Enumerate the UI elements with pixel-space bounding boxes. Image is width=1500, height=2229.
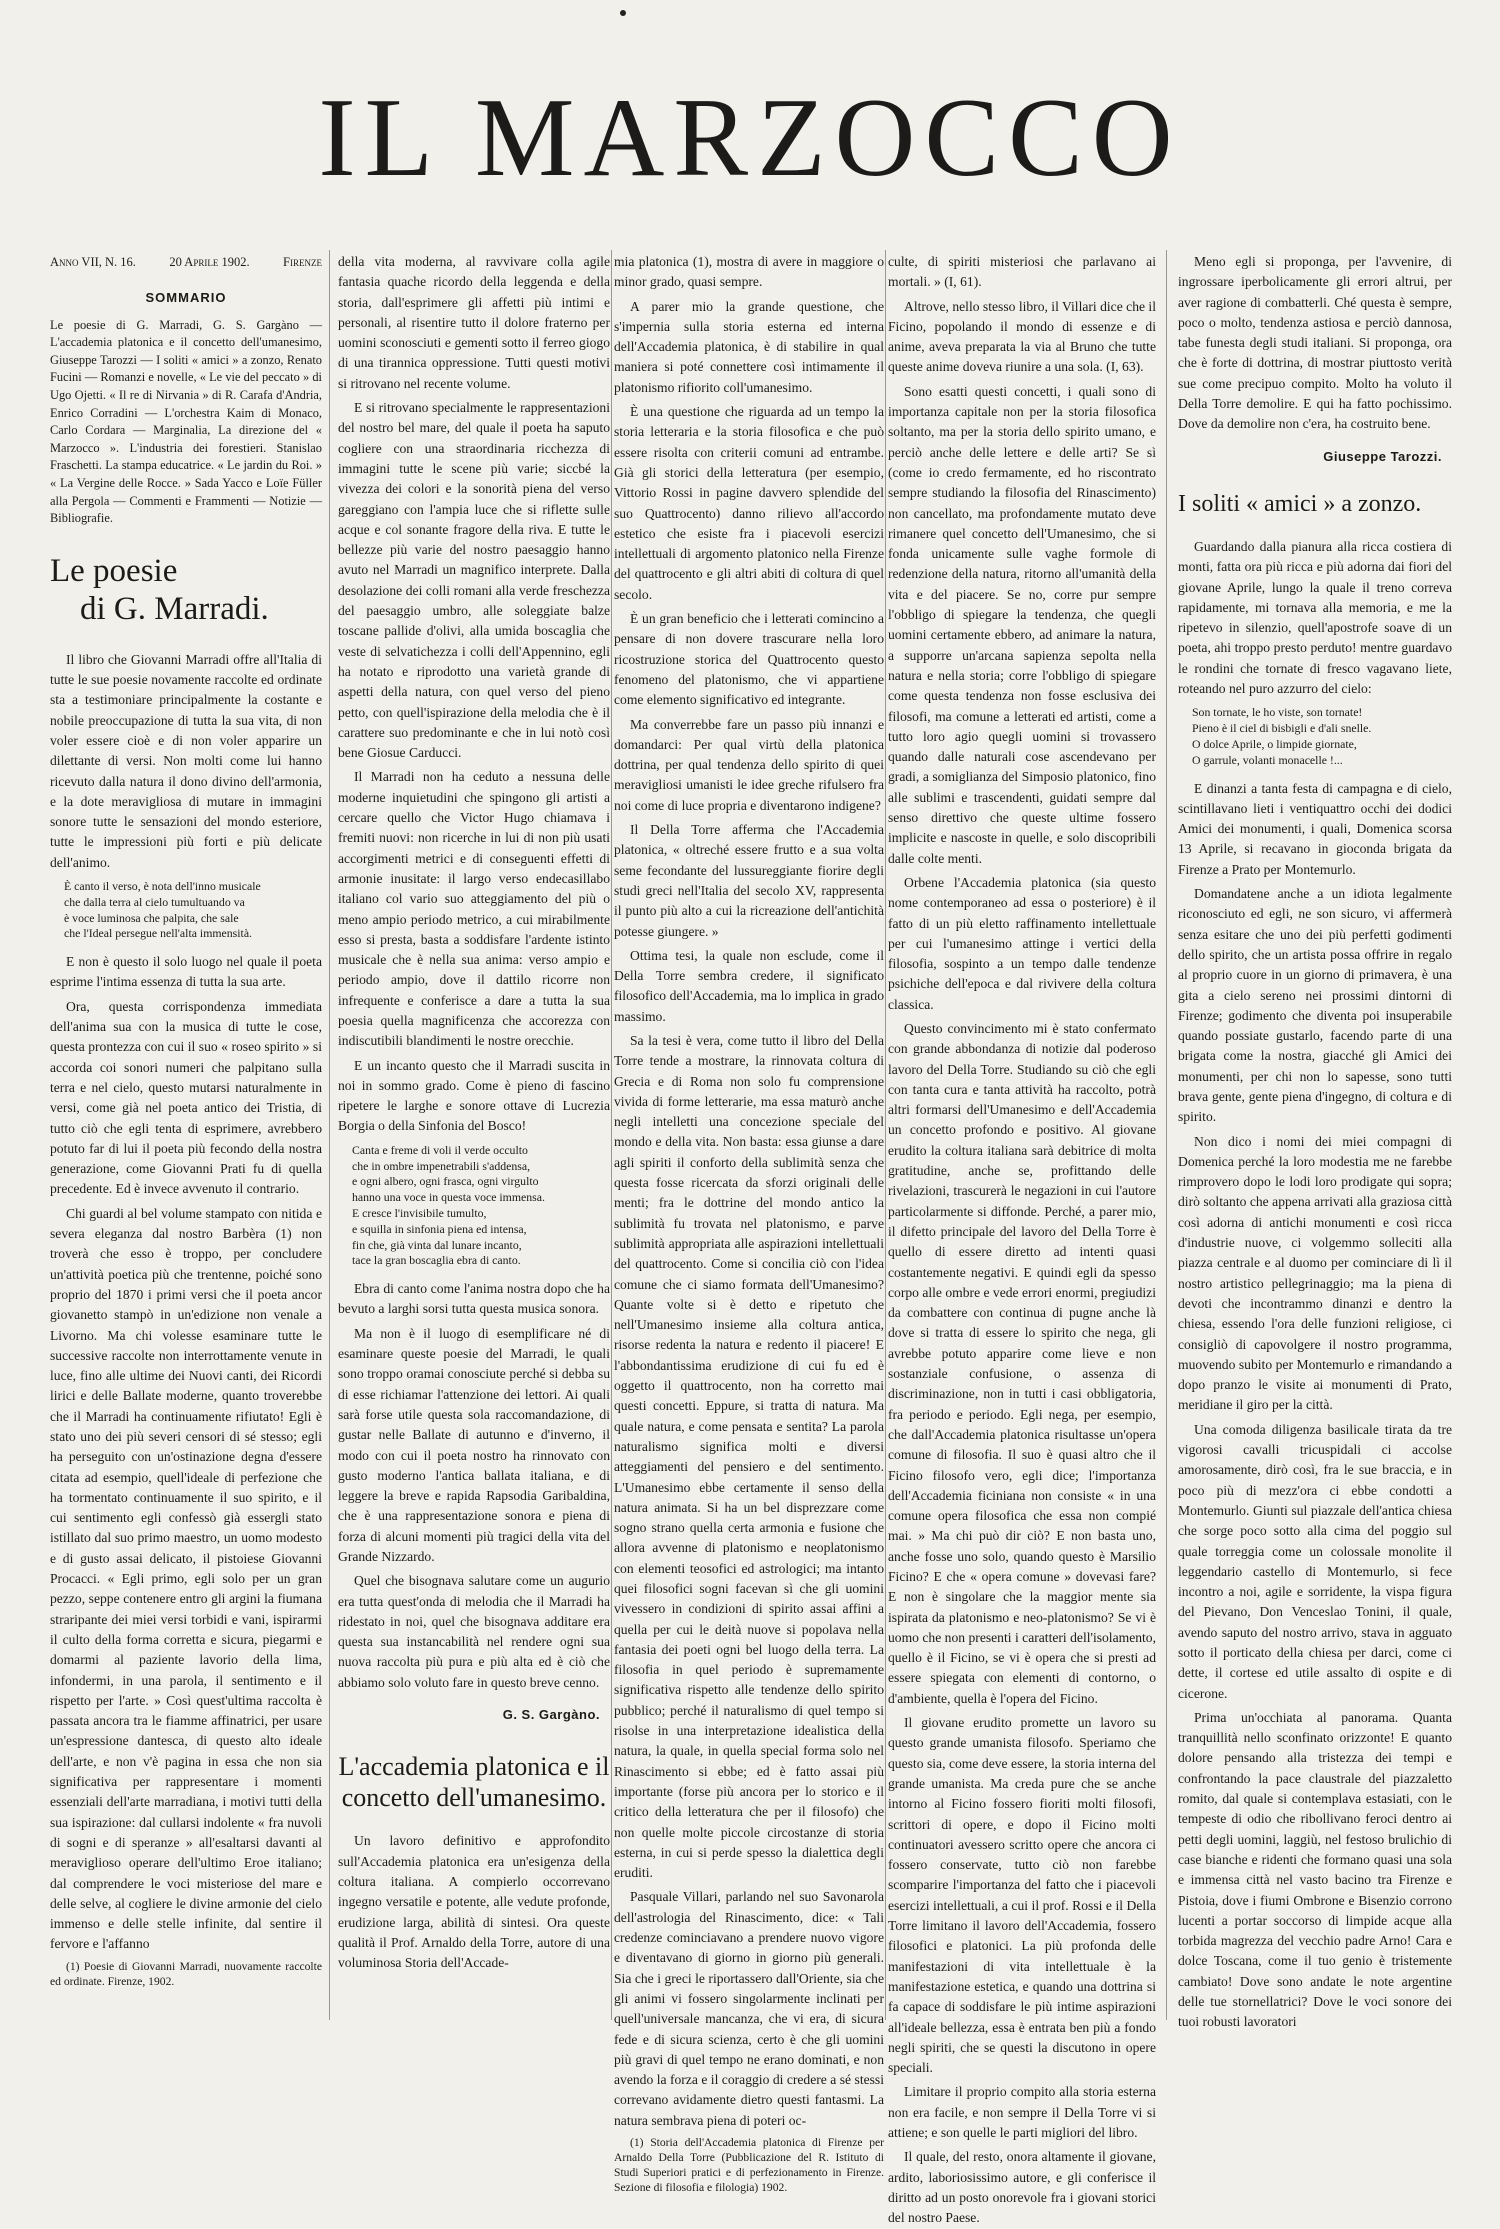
issue-place: Firenze bbox=[283, 255, 322, 269]
paragraph: Prima un'occhiata al panorama. Quanta tranquillità nello sconfinato orizzonte! E quanto dolore pensando alla tristezza dei tempi e confrontando la pace claustrale del piazzaletto romito, dal quale si contemplava estasiati, con le tempeste di odio che ribollivano feroci dentro ai petti degli uomini, laggiù, nel festoso brulichio di case bianche e ridenti che formano quasi una sola e immensa città nel vasto bacino tra Firenze e Pistoia, dove i fiumi Ombrone e Bisenzio corrono lucenti a portar soccorso di limpide acque alla torbida magrezza del vecchio padre Arno! Cara e dolce Toscana, come il tuo genio è tristemente cambiato! Dove sono andate le note argentine delle tue stornellatrici? Dove le voci sonore dei tuoi robusti lavoratori bbox=[1178, 1709, 1452, 2030]
paragraph: E si ritrovano specialmente le rappresentazioni del nostro bel mare, del quale il poeta ha saputo cogliere con una straordinaria ricchezza di immagini tutte le scene più varie; siccbé la vivezza dei colori e la sonorità piena del verso gareggiano con l'ampia luce che si riflette sulle acque e col sonante fragore della riva. E tutte le bellezze più varie del nostro paesaggio hanno avuto nel Marradi un magnifico interprete. Dalla desolazione dei colli romani alla verde freschezza del paesaggio umbro, alle soleggiate balze toscane pallide d'olivi, alla umida boscaglia che veste di selvatichezza i colli dell'Appennino, egli ha notato e riprodotto una varietà grande di aspetti della natura, con quel verso del pieno petto, con quell'ispirazione della melodia che è il carattere suo predominante e che in lui notò così bene Giosue Carducci. bbox=[338, 400, 610, 761]
column-rule bbox=[885, 250, 886, 2020]
column-rule bbox=[611, 250, 612, 2020]
sommario-heading: SOMMARIO bbox=[145, 290, 227, 306]
paragraph: Ma non è il luogo di esemplificare né di esaminare queste poesie del Marradi, le quali sono troppo oramai conosciute perché si debba su di esse richiamar l'attenzione dei lettori. Ai quali sarà forse utile questa sola raccomandazione, di gustar nelle Ballate di autunno e d'inverno, il modo con cui il poeta nostro ha rinnovato con gusto moderno l'antica ballata italiana, e di leggere la breve e rapida Rapsodia Garibaldina, che è una rappresentazione sonora e piena di forza di alcuni momenti più tragici della vita del Grande Nizzardo. bbox=[338, 1325, 610, 1564]
paragraph: A parer mio la grande questione, che s'impernia sulla storia esterna ed interna dell'Accademia platonica, è di stabilire in qual maniera si poté connettere così intimamente il platonismo rifiorito coll'umanesimo. bbox=[614, 298, 884, 395]
verse-line: È canto il verso, è nota dell'inno musicale bbox=[64, 878, 261, 893]
verse-line: hanno una voce in questa voce immensa. bbox=[352, 1190, 545, 1205]
verse-line: O garrule, volanti monacelle !... bbox=[1192, 752, 1343, 767]
paragraph: culte, di spiriti misteriosi che parlavano ai mortali. » (I, 61). bbox=[888, 254, 1156, 290]
verse-line: e squilla in sinfonia piena ed intensa, bbox=[352, 1221, 527, 1236]
verse-line: e ogni albero, ogni frasca, ogni virgulto bbox=[352, 1174, 539, 1189]
verse-line: Son tornate, le ho viste, son tornate! bbox=[1192, 705, 1363, 720]
marradi-title-line-2: di G. Marradi. bbox=[80, 590, 269, 627]
verse-line: è voce luminosa che palpita, che sale bbox=[64, 910, 239, 925]
column-2 bbox=[338, 252, 610, 2012]
paragraph: Ora, questa corrispondenza immediata dell'anima sua con la musica di tutte le cose, questa prontezza con cui il suo « roseo spirito » si accorda coi sonori numeri che palpitano sulla terra e nel cielo, questo mutarsi naturalmente in versi, come già nel poeta antico dei Tristia, di tutto ciò che egli tenta di esprimere, avrebbero potuto far di lui il poeta più fecondo della nostra generazione, come Giovanni Prati fu di quella precedente. Ed è invece avvenuto il contrario. bbox=[50, 998, 322, 1197]
marradi-title bbox=[50, 552, 322, 628]
verse-line: che l'Ideal persegue nell'alta immensità. bbox=[64, 926, 253, 941]
marradi-title-line-1: Le poesie bbox=[50, 552, 178, 589]
paragraph: Limitare il proprio compito alla storia esterna non era facile, e non sempre il Della Torre vi si attiene; e son quelle le parti migliori del libro. bbox=[888, 2084, 1156, 2141]
issue-line bbox=[50, 252, 322, 272]
paragraph: Una comoda diligenza basilicale tirata da tre vigorosi cavalli tricuspidali ci accolse amorosamente, dirò così, fra le sue braccia, e in poco più di mezz'ora ci ebbe condotti a Montemurlo. Giunti sul piazzale dell'antica chiesa che sorge poco sotto alla cima del poggio sul quale torreggia come un colossale monolite il leggendario castello di Montemurlo, si fece incontro a noi, agile e sorridente, la vispa figura del Pievano, Don Venceslao Tonini, il quale, avendo saputo del nostro arrivo, stava in agguato sotto il porticato della chiesa per darci, come ci dette, il cortese ed utile assalto di ospite e di cicerone. bbox=[1178, 1421, 1452, 1701]
footnote: (1) Poesie di Giovanni Marradi, nuovamente raccolte ed ordinate. Firenze, 1902. bbox=[50, 1959, 322, 1988]
paragraph: Orbene l'Accademia platonica (sia questo nome contemporaneo ad essa o posteriore) è il fatto di un più eletto raffinamento intellettuale per cui l'umanesimo attinge i vertici della filosofia, sospinto a un tempo dalle tendenze psichiche dell'epoca e dal rivivere della coltura classica. bbox=[888, 874, 1156, 1012]
paragraph: Ebra di canto come l'anima nostra dopo che ha bevuto a larghi sorsi tutta questa musica sonora. bbox=[338, 1281, 610, 1317]
paragraph: Domandatene anche a un idiota legalmente riconosciuto ed egli, ne son sicuro, vi affermerà senza esitare che uno dei più perfetti godimenti dello spirito, che un artista possa offrire in regalo al proprio cuore in un giorno di primavera, è una gita a cielo sereno nei prossimi dintorni di Firenze; godimento che diventa poi insuperabile quando possiate gustarlo, facendo parte di una brigata come la nostra, giacché gli Amici dei monumenti, per chi non lo sapesse, sono tutti brava gente, gente piena d'ingegno, di coltura e di spirito. bbox=[1178, 886, 1452, 1125]
paragraph: Il Della Torre afferma che l'Accademia platonica, « oltreché essere frutto e a sua volta seme fecondante del lussureggiante fiorire degli studi greci nell'Italia del secolo XV, rappresenta il punto più alto a cui la ricreazione dell'antichità potesse giungere. » bbox=[614, 822, 884, 939]
column-4 bbox=[888, 252, 1156, 2226]
verse-quote bbox=[1192, 705, 1452, 768]
verse-line: fin che, già vinta dal lunare incanto, bbox=[352, 1237, 522, 1252]
column-1 bbox=[50, 252, 322, 2012]
column-3 bbox=[614, 252, 884, 2195]
paragraph: È un gran beneficio che i letterati comincino a pensare di non dovere trascurare nella loro ricostruzione storica del Quattrocento questo fenomeno del platonismo, che vi appartiene come elemento significativo ed integrante. bbox=[614, 611, 884, 708]
paragraph: Meno egli si proponga, per l'avvenire, di ingrossare iperbolicamente gli errori altrui, per aver ragione di combatterli. Ché questa è sempre, poco o molto, tendenza astiosa e perciò dannosa, tabe funesta degli studi italiani. Si proponga, ora che è forte di dottrina, di mostrar piuttosto verità sue come precipuo compito. Molto ha voluto il Della Torre demolire. E qui ha fatto pochissimo. Dove da demolire non c'era, ha costruito bene. bbox=[1178, 254, 1452, 432]
column-rule bbox=[1166, 250, 1167, 2020]
paragraph: E un incanto questo che il Marradi suscita in noi in sommo grado. Come è pieno di fascino ripetere le larghe e sonore ottave di Lucrezia Borgia o della Sinfonia del Bosco! bbox=[338, 1057, 610, 1134]
footnote: (1) Storia dell'Accademia platonica di Firenze per Arnaldo Della Torre (Pubblicazione del R. Istituto di Studi Superiori pratici e di perfezionamento in Firenze. Sezione di filosofia e filologia) 1902. bbox=[614, 2136, 884, 2195]
print-mark bbox=[620, 10, 626, 16]
paragraph: Quel che bisognava salutare come un augurio era tutta quest'onda di melodia che il Marradi ha ridestato in noi, quel che bisognava additare era questa sua instancabilità nel rendere ogni sua nuova raccolta più pura e più alta ed è ciò che abbiamo solo voluto fare in questo breve cenno. bbox=[338, 1573, 610, 1690]
verse-line: O dolce Aprile, o limpide giornate, bbox=[1192, 736, 1357, 751]
paragraph: Sono esatti questi concetti, i quali sono di importanza capitale non per la storia filosofica soltanto, ma per la storia dello spirito umano, e perciò anche delle lettere e delle arti? Se sì (come io credo fermamente, ed ho riscontrato sempre studiando la filosofia del Rinascimento) non cancellato, ma profondamente mutato deve rimanere quel concetto dell'Umanesimo, che si fonda unicamente sulle vaghe formole di redenzione della natura, ritorno all'umanità della vita e del piacere. Se no, corre pur sempre l'obbligo di spiegare la tendenza, che quegli uomini certamente ebbero, ad animare la natura, a supporre un'arcana sapienza sepolta nella natura e nella storia; corre l'obbligo di spiegare come questa tendenza non fosse esclusiva dei filosofi, ma comune a letterati ed artisti, come a tutto loro agio quegli uomini si trovassero quando dalle naturali cose ascendevano per gradi, a somiglianza del Simposio platonico, fino alle sublimi e trascendenti, guidati sempre dal senso direttivo che queste ultime fossero implicite e nascoste in quelle, e solo discopribili dalle colte menti. bbox=[888, 383, 1156, 866]
paragraph: Il giovane erudito promette un lavoro su questo grande umanista filosofo. Speriamo che questo sia, come deve essere, la storia interna del grande umanista. Ma creda pure che se anche intorno al Ficino fossero fioriti molti filosofi, scrittori di opere, e dopo il Ficino molti continuatori avessero scritto opere che ancora ci fossero conservate, tutto ciò non farebbe scomparire l'importanza del fatto che i piacevoli esercizi intellettuali, a cui il prof. Rossi e il Della Torre limitano il lavoro dell'Accademia, fossero filosofici e platonici. La più profonda delle manifestazioni di vita intellettuale è la manifestazione estetica, e quando una dottrina si fa capace di soddisfare le più intime aspirazioni all'ideale bellezza, essa è entrata ben più a fondo negli spiriti, che se questi la discutono in opere speciali. bbox=[888, 1715, 1156, 2076]
paragraph: Il quale, del resto, onora altamente il giovane, ardito, laboriosissimo autore, e gli conferisce il diritto ad un posto onorevole fra i giovani storici del nostro Paese. bbox=[888, 2149, 1156, 2226]
marradi-signature: G. S. Gargàno. bbox=[502, 1707, 600, 1723]
verse-line: E cresce l'invisibile tumulto, bbox=[352, 1205, 487, 1220]
issue-number: Anno VII, N. 16. bbox=[50, 255, 136, 269]
paragraph: mia platonica (1), mostra di avere in maggiore o minor grado, quasi sempre. bbox=[614, 254, 884, 290]
amici-title: I soliti « amici » a zonzo. bbox=[1178, 490, 1422, 517]
column-rule bbox=[329, 250, 330, 2020]
verse-line: tace la gran boscaglia ebra di canto. bbox=[352, 1253, 521, 1268]
paragraph: Ma converrebbe fare un passo più innanzi e domandarci: Per qual virtù della platonica dottrina, per qual tendenza dello spirito di quei meravigliosi umanisti le idee greche rifulsero fra noi come di luce propria e diventarono indigene? bbox=[614, 716, 884, 813]
sommario-text: Le poesie di G. Marradi, G. S. Gargàno — L'accademia platonica e il concetto dell'umanesimo, Giuseppe Tarozzi — I soliti « amici » a zonzo, Renato Fucini — Romanzi e novelle, « Le vie del peccato » di Ugo Ojetti. « Il re di Nirvania » di R. Carafa d'Andria, Enrico Corradini — L'orchestra Kaim di Monaco, Carlo Cordara — Marginalia, La direzione del « Marzocco ». L'industria dei forestieri. Stanislao Fraschetti. La stampa educatrice. « Le jardin du Roi. » « La Vergine delle Rocce. » Sada Yacco e Loïe Füller alla Pergola — Commenti e Frammenti — Notizie — Bibliografie. bbox=[50, 317, 322, 526]
verse-quote bbox=[64, 879, 322, 942]
verse-line: Canta e freme di voli il verde occulto bbox=[352, 1142, 528, 1157]
verse-quote bbox=[352, 1143, 610, 1269]
accademia-title: L'accademia platonica e il concetto dell'umanesimo. bbox=[338, 1752, 610, 1813]
paragraph: Chi guardi al bel volume stampato con nitida e severa eleganza dal nostro Barbèra (1) non troverà che esso è troppo, per concludere un'attività poetica più che trentenne, poiché sono proprio del 1870 i primi versi che il poeta ancor giovanetto stampò in un'edizione non venale a Livorno. Ma chi volesse esaminare tutte le successive raccolte non interrottamente venute in luce, fino alle ultime dei Nuovi canti, dei Ricordi lirici e delle Ballate moderne, quanto troverebbe che il Marradi ha continuamente rifiutato! Egli è stato uno dei più severi censori di sé stesso; egli ha perseguito con un'ostinazione degna d'essere citata ad esempio, quell'ideale di perfezione che ha tormentato continuamente il suo spirito, e il cui sentimento egli confessò già essergli stato istillato dal suo primo maestro, un uomo modesto e di gusto assai delicato, il pistoiese Giovanni Procacci. « Egli primo, egli solo per un gran pezzo, seppe contenere entro gli argini la fiumana straripante dei miei versi torbidi e vani, ispirarmi il culto della forma corretta e sicura, piegarmi e domarmi al paziente lavorio della lima, infondermi, in una parola, il sentimento e il rispetto per l'arte. » Così quest'ultima raccolta è passata ancora tra le fiamme affinatrici, per usare un'espressione dantesca, di questo alto ideale dell'arte, e non v'è pagina in essa che non sia significativa per rappresentare i momenti essenziali dell'arte marradiana, i motivi tutti della sua ispirazione: dal cullarsi indolente « fra nuvoli di sogni e di speranze » all'esaltarsi davanti al meraviglioso operare dell'ultimo Eroe italiano; dal comprendere le voci misteriose del mare e delle selve, al cogliere le divine armonie del cielo immenso e delle stelle infinite, dal sentire il fervore e l'affanno bbox=[50, 1205, 322, 1952]
paragraph: Il Marradi non ha ceduto a nessuna delle moderne inquietudini che spingono gli artisti a cercare quello che Victor Hugo chiamava i fremiti nuovi: non ricerche in lui di non più usati accorgimenti metrici e di conseguenti effetti di armonie inusitate: il largo verso endecasillabo italiano col vario suo atteggiamento del più o meno ampio periodo metrico, a cui mirabilmente esso si presta, basta a soddisfare l'ardente istinto musicale che è nella sua anima: verso ampio e periodo ampio, dove il dattilo ricorre non infrequente e conferisce a dare a tutta la sua poesia quella magnificenza che accorezza con indiscutibili blandimenti le nostre orecchie. bbox=[338, 769, 610, 1049]
paragraph: Questo convincimento mi è stato confermato con grande abbondanza di notizie dal poderoso lavoro del Della Torre. Studiando su ciò che egli con tanta cura e tanta attività ha raccolto, potrà altri formarsi dell'Umanesimo e dell'Accademia un concetto profondo e positivo. Al giovane erudito la coltura italiana sarà debitrice di molta gratitudine, anche se, profittando delle rivelazioni, trascurerà le negazioni in cui l'autore particolarmente si diffonde. Perché, a parer mio, il difetto principale del lavoro del Della Torre è quello di essere diretto ad intenti quasi costantemente negativi. E quindi egli da spesso corpo alle ombre e vede errori enormi, pregiudizi da combattere con continua di pugne anche là dove si tratta di essere lo spirito che nega, gli avrebbe potuto apparire come lieve e non sostanziale confusione, o assenza di discriminazione, non in tutti i casi obbligatoria, fra periodo e periodo. Egli nega, per esempio, che dall'Accademia platonica risultasse un'opera comune di filosofia. Il suo è quasi altro che il Ficino filosofo vero, egli dice; l'importanza dell'Accademia ficiniana non consiste « in una comune opera filosofica che essa non compié mai. » Ma chi può dir ciò? E non basta uno, anche fosse uno solo, quando questo è Marsilio Ficino? E che « opera comune » dovevasi fare? E non è singolare che la maggior mente sia ispirata da platonismo e neo-platonismo? Se vi è uomo che non presenti i caratteri dell'isolamento, quello è il Ficino, se vi è opera che si presti ad essere spiegata con elementi di contorno, o d'ambiente, quella è l'opera del Ficino. bbox=[888, 1020, 1156, 1706]
paragraph: E dinanzi a tanta festa di campagna e di cielo, scintillavano lieti i ventiquattro occhi dei dodici Amici dei monumenti, i quali, Domenica scorsa 13 Aprile, si recavano in gioconda brigata da Firenze a Prato per Montemurlo. bbox=[1178, 780, 1452, 877]
verse-line: che dalla terra al cielo tumultuando va bbox=[64, 894, 245, 909]
paragraph: Sa la tesi è vera, come tutto il libro del Della Torre tende a mostrare, la rinnovata coltura di Grecia e di Roma non solo fu comprensione vivida di forme letterarie, ma essa maturò anche negli intelletti una concezione speciale del mondo e della vita. Non basta: essa giunse a dare agli spiriti il conforto della sublimità senza che questa fosse ricercata da sforzi originali delle menti; fra le dottrine del mondo antico la sublimità fu trovata nel platonismo, e parve sublimità appropriata alle aspirazioni intellettuali del quattrocento. Come si concilia ciò con l'idea comune che ci siamo formata dell'Umanesimo? Quante volte si è detto e ripetuto che nell'Umanesimo insieme alla coltura antica, risorse redenta la natura e redento il piacere! E l'abbondantissima erudizione di cui fu ed è oggetto il quattrocento, non ha corretto mai questi concetti. Eppure, si tratta di natura. Ma quale natura, e come pensata e sentita? La parola naturalismo significa molti e diversi atteggiamenti del pensiero e del sentimento. L'Umanesimo ebbe certamente il senso della natura animata. Si ha un bel disprezzare come sogno strano quella certa armonia e fusione che allora avvenne di platonismo e neoplatonismo con elementi teosofici ed astrologici; ma intanto quei filosofici sogni facevan sì che gli uomini vivessero in condizioni di spirito assai affini a quella per cui le deità nuove si popolava nella fantasia dei poeti ogni bel luogo della terra. La filosofia in quel periodo è supremamente significativa rispetto alle tendenze dello spirito pubblico; perché il naturalismo di quel tempo si risolse in una interpretazione idealistica della natura, la quale, in quella special forma solo nel Rinascimento si ebbe; ed è fatto assai più importante (forse più ancora per lo storico e il critico della letteratura che per il filosofo) che non quelle molte piccole circostanze di storia esterna, in cui si perde spesso la dialettica degli eruditi. bbox=[614, 1032, 884, 1881]
paragraph: Ottima tesi, la quale non esclude, come il Della Torre sembra credere, il significato filosofico dell'Accademia, ma lo implica in grado massimo. bbox=[614, 947, 884, 1024]
verse-line: Pieno è il ciel di bisbigli e d'ali snelle. bbox=[1192, 721, 1372, 736]
paragraph: E non è questo il solo luogo nel quale il poeta esprime l'intima essenza di tutta la sua arte. bbox=[50, 954, 322, 990]
accademia-signature: Giuseppe Tarozzi. bbox=[1323, 448, 1442, 464]
paragraph: Guardando dalla pianura alla ricca costiera di monti, fatta ora più ricca e più adorna dai fiori del giovane Aprile, lungo la quale il treno correva rapidamente, mi tornava alla memoria, e me la ripetevo in silenzio, quell'apostrofe soave di un poeta, ahi troppo presto perduto! mentre guardavo le rondini che tornate di fresco vagavano liete, roteando nel puro azzurro del cielo: bbox=[1178, 538, 1452, 697]
column-5 bbox=[1178, 252, 1452, 2030]
paragraph: Altrove, nello stesso libro, il Villari dice che il Ficino, popolando il mondo di essenze e di anime, aveva preparata la via al Bruno che tutte queste anime doveva riunire a una sola. (I, 63). bbox=[888, 298, 1156, 375]
paragraph: Pasquale Villari, parlando nel suo Savonarola dell'astrologia del Rinascimento, dice: « Tali credenze cominciavano a prendere nuovo vigore e diventavano di giorno in giorno più generali. Sia che i greci le riportassero dall'Oriente, sia che gli animi vi fossero singolarmente inclinati per quell'universale mancanza, che vi era, di sicura fede e di sicura scienza, certo è che gli uomini più gravi di quel tempo ne erano dominati, e non avendo la forza e il coraggio di credere a sé stessi correvano avidamente dietro questi fantasmi. La natura sembrava piena di poteri oc- bbox=[614, 1889, 884, 2128]
paragraph: È una questione che riguarda ad un tempo la storia letteraria e la storia filosofica e che può essere risolta con criterii comuni ad entrambe. Già gli storici della letteratura (per esempio, Vittorio Rossi in pagine davvero splendide del suo Quattrocento) danno rilievo all'accordo estetico che esiste fra i piacevoli esercizi intellettuali di argomento platonico nella Firenze del quattrocento e gli altri abiti di coltura di quel secolo. bbox=[614, 404, 884, 602]
verse-line: che in ombre impenetrabili s'addensa, bbox=[352, 1158, 531, 1173]
paragraph: Non dico i nomi dei miei compagni di Domenica perché la loro modestia me ne farebbe rimprovero dopo le lodi loro prodigate qui sopra; dirò soltanto che appena arrivati alla graziosa città così adorna di antichi monumenti e così ricca d'industrie nuove, ci volgemmo solleciti alla piazza centrale e al duomo per cominciare di lì il nostro artistico pellegrinaggio; ma la piena di devoti che incontrammo dinanzi e dentro la chiesa, essendo l'ora delle funzioni religiose, ci consigliò di capovolgere il nostro programma, muovendo subito per Montemurlo e rimandando a dopo pranzo le visite ai monumenti di Prato, meridiane il giro per la città. bbox=[1178, 1133, 1452, 1413]
paragraph: della vita moderna, al ravvivare colla agile fantasia quache ricordo della leggenda e della storia, dall'esprimere gli affetti più intimi e personali, al risentire tutto il dolore fraterno per uomini sconosciuti e gementi sotto il ferreo giogo di una tirannica oppressione. Tutti questi motivi si ritrovano nel recente volume. bbox=[338, 254, 610, 391]
issue-date: 20 Aprile 1902. bbox=[169, 255, 250, 269]
paragraph: Il libro che Giovanni Marradi offre all'Italia di tutte le sue poesie novamente raccolte ed ordinate sta a testimoniare principalmente la costante e nobile preoccupazione di tutta la sua vita, di non voler essere cioè e di non voler apparire un dilettante di versi. Non molti come lui hanno ricevuto dalla natura il dono divino dell'armonia, e la dote meravigliosa di mutare in immagini sonore tutte le sensazioni del mondo esteriore, tutte le impressioni più forti e più delicate dell'animo. bbox=[50, 651, 322, 870]
masthead: IL MARZOCCO bbox=[318, 76, 1182, 200]
paragraph: Un lavoro definitivo e approfondito sull'Accademia platonica era un'esigenza della coltura italiana. A compierlo occorrevano ingegno versatile e potente, alle vedute profonde, erudizione larga, abilità di sintesi. Ora queste qualità il Prof. Arnaldo della Torre, autore di una voluminosa Storia dell'Accade- bbox=[338, 1833, 610, 1971]
